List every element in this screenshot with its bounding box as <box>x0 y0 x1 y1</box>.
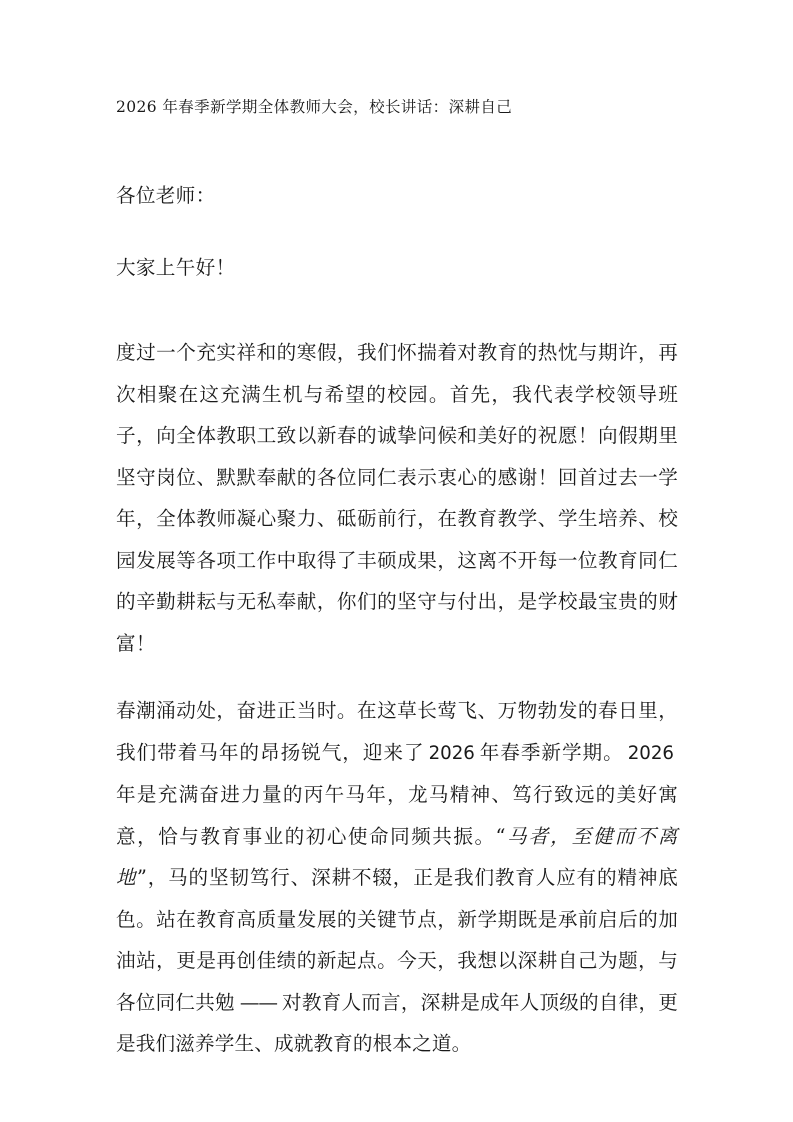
body-paragraph-2: 春潮涌动处，奋进正当时。在这草长莺飞、万物勃发的春日里，我们带着马年的昂扬锐气，迎来了 2026 年春季新学期。 2026年是充满奋进力量的丙午马年，龙马精神、笃行致远的美好寓意，恰与教育事业的初心使命同频共振。“马者，至健而不离地”，马的坚韧笃行、深耕不辍，正是我们教育人应有的精神底色。站在教育高质量发展的关键节点，新学期既是承前启后的加油站，更是再创佳绩的新起点。今天，我想以深耕自己为题，与各位同仁共勉 —— 对教育人而言，深耕是成年人顶级的自律，更是我们滋养学生、成就教育的根本之道。 <box>116 699 679 1055</box>
body-paragraph-1: 度过一个充实祥和的寒假，我们怀揣着对教育的热忱与期许，再次相聚在这充满生机与希望的校园。首先，我代表学校领导班子，向全体教职工致以新春的诚挚问候和美好的祝愿！向假期里坚守岗位、默默奉献的各位同仁表示衷心的感谢！回首过去一学年，全体教师凝心聚力、砥砺前行，在教育教学、学生培养、校园发展等各项工作中取得了丰硕成果，这离不开每一位教育同仁的辛勤耕耘与无私奉献，你们的坚守与付出，是学校最宝贵的财富！ <box>116 341 678 655</box>
spacer-after-greeting <box>116 282 678 332</box>
year-number: 2026 <box>428 742 475 764</box>
spacer-after-title <box>116 120 678 182</box>
greeting: 大家上午好！ <box>116 256 236 279</box>
salutation: 各位老师： <box>116 184 216 207</box>
classical-quotation: 马者，至健而不离地 <box>116 824 678 889</box>
year-number: 2026 <box>627 742 674 764</box>
em-dash: —— <box>239 990 277 1014</box>
document-body <box>116 94 678 1065</box>
spacer-after-salutation <box>116 210 678 254</box>
spacer-between-paragraphs <box>116 664 678 690</box>
document-title: 2026 年春季新学期全体教师大会，校长讲话：深耕自己 <box>116 98 513 116</box>
